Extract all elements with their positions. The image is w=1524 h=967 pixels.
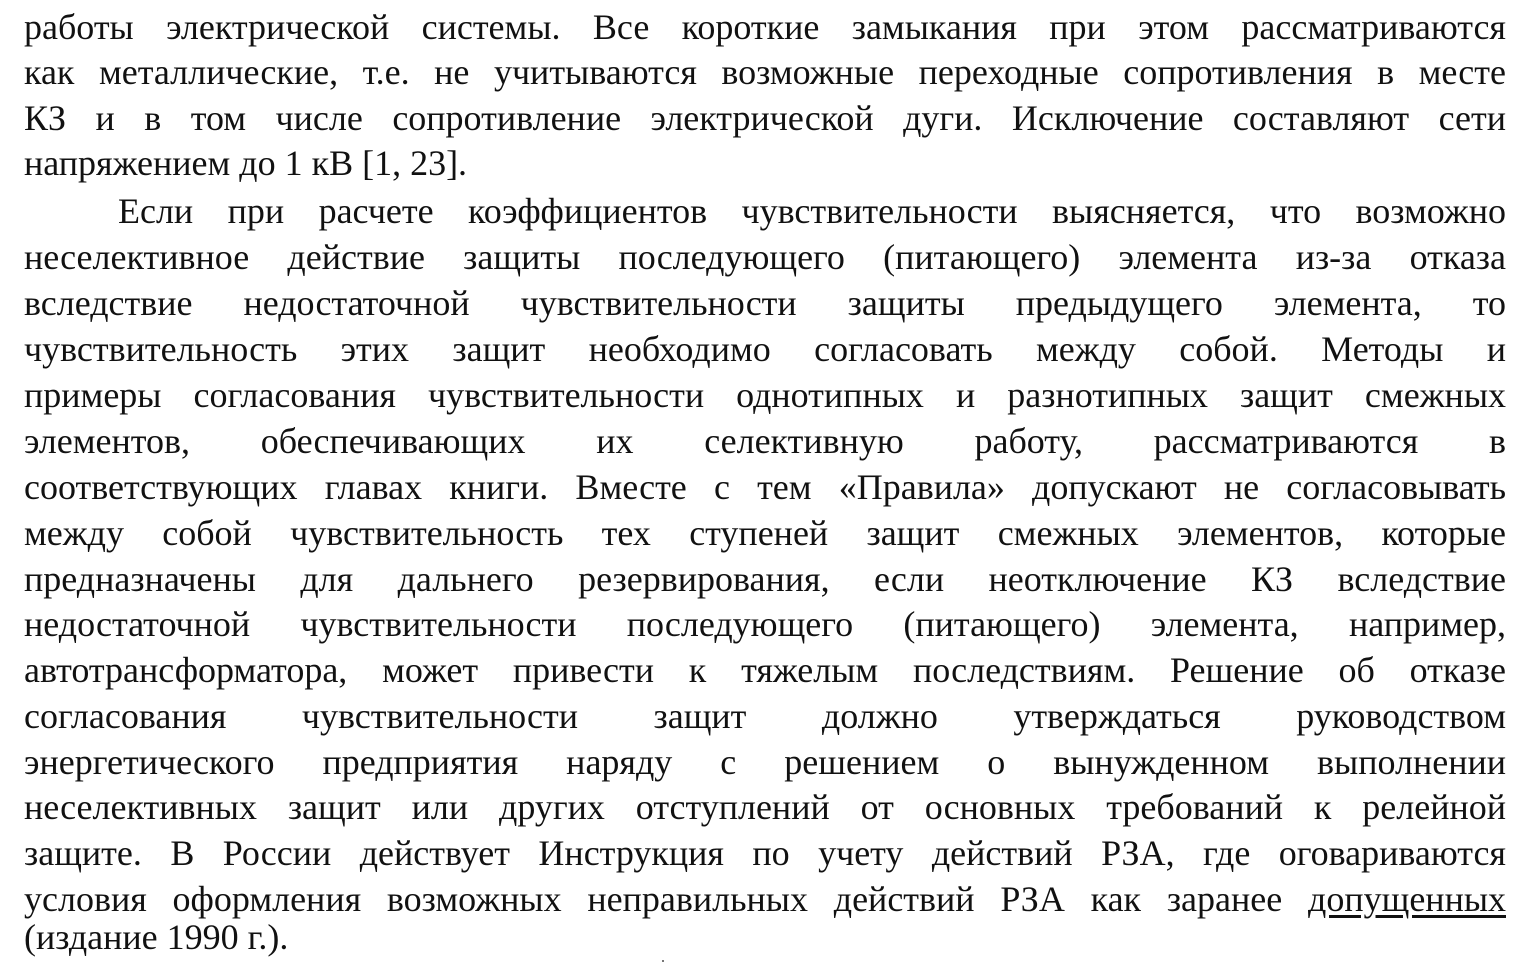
text-line-11: соответствующих главах книги. Вместе с тем «Правила» допускают не согласовывать	[24, 467, 1506, 507]
scan-speck	[662, 960, 664, 962]
text-line-9: примеры согласования чувствительности однотипных и разнотипных защит смежных	[24, 375, 1506, 415]
text-line-4: напряжением до 1 кВ [1, 23].	[24, 143, 468, 183]
text-line-21: (издание 1990 г.).	[24, 917, 289, 957]
text-line-7: вследствие недостаточной чувствительности защиты предыдущего элемента, то	[24, 283, 1506, 323]
text-line-20-main: условия оформления возможных неправильных действий РЗА как заранее	[24, 879, 1283, 919]
text-line-16: согласования чувствительности защит должно утверждаться руководством	[24, 696, 1506, 736]
text-line-8: чувствительность этих защит необходимо согласовать между собой. Методы и	[24, 329, 1506, 369]
text-line-19: защите. В России действует Инструкция по учету действий РЗА, где оговариваются	[24, 833, 1506, 873]
underlined-word: допущенных	[1308, 879, 1506, 919]
text-line-15: автотрансформатора, может привести к тяжелым последствиям. Решение об отказе	[24, 650, 1506, 690]
text-line-18: неселективных защит или других отступлений от основных требований к релейной	[24, 787, 1506, 827]
text-line-1: работы электрической системы. Все короткие замыкания при этом рассматриваются	[24, 7, 1506, 47]
text-line-10: элементов, обеспечивающих их селективную работу, рассматриваются в	[24, 421, 1506, 461]
text-line-14: недостаточной чувствительности последующего (питающего) элемента, например,	[24, 604, 1506, 644]
text-line-6: неселективное действие защиты последующего (питающего) элемента из-за отказа	[24, 237, 1506, 277]
paragraph-first-line: Если при расчете коэффициентов чувствительности выясняется, что возможно	[118, 191, 1506, 231]
text-line-3: КЗ и в том числе сопротивление электрической дуги. Исключение составляют сети	[24, 98, 1506, 138]
text-line-12: между собой чувствительность тех ступеней защит смежных элементов, которые	[24, 513, 1506, 553]
text-line-13: предназначены для дальнего резервирования, если неотключение КЗ вследствие	[24, 559, 1506, 599]
text-line-17: энергетического предприятия наряду с решением о вынужденном выполнении	[24, 742, 1506, 782]
text-line-2: как металлические, т.е. не учитываются возможные переходные сопротивления в месте	[24, 52, 1506, 92]
